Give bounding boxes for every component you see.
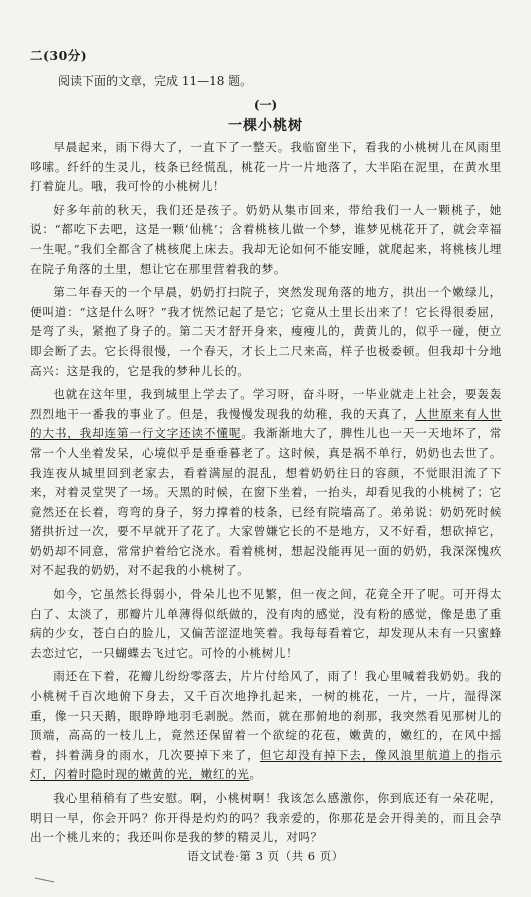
page-footer: 语文试卷·第 3 页（共 6 页） (187, 849, 344, 863)
article-body (30, 138, 502, 848)
paragraph-text: 好多年前的秋天，我们还是孩子。奶奶从集市回来，带给我们一人一颗桃子，她说：“都吃下去吧，这是一颗‘仙桃’；含着桃核儿做一个梦，谁梦见桃花开了，就会幸福一生呢。”我们全都含了桃核爬上床去。我却无论如何不能安睡，就爬起来，将桃核儿埋在院子角落的土里，想让它在那里营着我的梦。 (30, 202, 502, 276)
paragraph-text: 也就在这年里，我到城里上学去了。学习呀，奋斗呀，一毕业就走上社会，要轰轰烈烈地干一番我的事业了。但是，我慢慢发现我的幼稚，我的天真了， (30, 387, 502, 421)
underlined-sentence: 人世原来有人世的大书，我却连第一行文字还读不懂呢 (30, 406, 502, 441)
paragraph-5 (30, 585, 502, 663)
paragraph-2 (30, 201, 502, 279)
paragraph-4 (30, 385, 502, 581)
paragraph-text: 我心里稍稍有了些安慰。啊，小桃树啊！我该怎么感激你，你到底还有一朵花呢，明日一早，你会开吗？你开得是灼灼的吗？我亲爱的，你那花是会开得美的，而且会孕出一个桃儿来的；我还叫你是我的梦的精灵儿，对吗？ (30, 791, 502, 845)
paragraph-text: 。我渐渐地大了，脾性儿也一天一天地坏了，常常一个人坐着发呆，心境似乎是垂垂暮老了。这时候，真是祸不单行，奶奶也去世了。我连夜从城里回到老家去，看着满屋的混乱，想着奶奶往日的容颜，不觉眼泪流了下来，对着灵堂哭了一场。天黑的时候，在窗下坐着，一抬头，却看见我的小桃树了；它竟然还在长着，弯弯的身子，努力撑着的枝条，已经有院墙高了。弟弟说：奶奶死时候猪拱折过一次，要不早就开了花了。大家曾嫌它长的不是地方，又不好看，想砍掉它，奶奶却不同意，常常护着给它浇水。看着桃树，想起没能再见一面的奶奶，我深深愧疚对不起我的奶奶，对不起我的小桃树了。 (30, 426, 502, 578)
paragraph-1 (30, 138, 502, 197)
pen-mark-icon (34, 876, 56, 884)
paragraph-text: 如今，它虽然长得弱小，骨朵儿也不见繁，但一夜之间，花竟全开了呢。可开得太白了、太淡了，那瓣片儿单薄得似纸做的，没有肉的感觉，没有粉的感觉，像是患了重病的少女，苍白白的脸儿，又偏苦涩涩地笑着。我每每看着它，却发现从未有一只蜜蜂去恋过它，一只蝴蝶去飞过它。可怜的小桃树儿！ (30, 587, 502, 660)
part-label: (一) (253, 98, 278, 112)
reading-instruction: 阅读下面的文章，完成 11—18 题。 (58, 74, 253, 88)
paragraph-text: 早晨起来，雨下得大了，一直下了一整天。我临窗坐下，看我的小桃树儿在风雨里哆嗦。纤纤的生灵儿，枝条已经慌乱，桃花一片一片地落了，大半陷在泥里，在黄水里打着旋儿。哦，我可怜的小桃树儿！ (30, 140, 502, 194)
paragraph-6 (30, 667, 502, 785)
underlined-sentence: 但它却没有掉下去，像风浪里航道上的指示灯，闪着时隐时现的嫩黄的光，嫩红的光 (30, 747, 502, 782)
paragraph-text: 。 (249, 767, 262, 782)
paragraph-3 (30, 283, 502, 381)
article-title: 一棵小桃树 (228, 118, 303, 134)
paragraph-text: 第二年春天的一个早晨，奶奶打扫院子，突然发现角落的地方，拱出一个嫩绿儿，便叫道：“这是什么呀？”我才恍然记起了是它；它竟从土里长出来了！它长得很委屈，是弯了头，紧抱了身子的。第二天才舒开身来，瘦瘦儿的，黄黄儿的，似乎一碰，便立即会断了去。它长得很慢，一个春天，才长上二尺来高，样子也极委顿。但我却十分地高兴：这是我的，它是我的梦种儿长的。 (30, 285, 502, 378)
paragraph-7 (30, 789, 502, 848)
paragraph-text: 雨还在下着，花瓣儿纷纷零落去，片片付给风了，雨了！我心里喊着我奶奶。我的小桃树千百次地俯下身去，又千百次地挣扎起来，一树的桃花，一片，一片，湿得深重，像一只天鹅，眼睁睁地羽毛剥脱。然而，就在那俯地的刹那，我突然看见那树儿的顶端，高高的一枝儿上，竟然还保留着一个欲绽的花苞，嫩黄的，嫩红的，在风中摇着，抖着满身的雨水，几次要掉下来了， (30, 669, 502, 762)
section-heading: 二(30分) (30, 48, 88, 63)
